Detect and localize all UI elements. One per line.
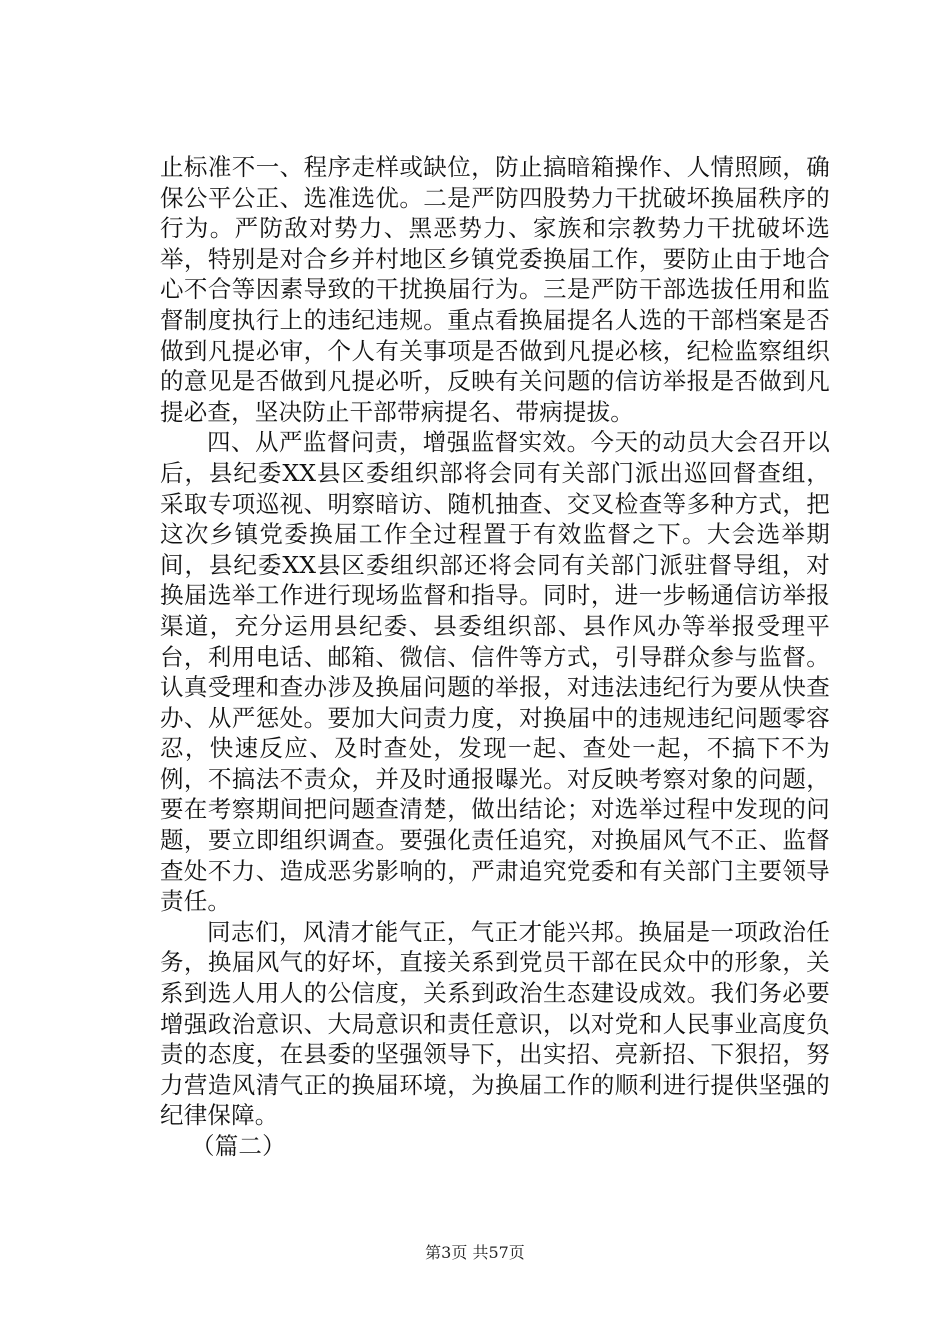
document-body xyxy=(160,152,830,1162)
section-marker: （篇二） xyxy=(191,1132,286,1160)
paragraph-1: 止标准不一、程序走样或缺位，防止搞暗箱操作、人情照顾，确保公平公正、选准选优。二是严防四股势力干扰破坏换届秩序的行为。严防敌对势力、黑恶势力、家族和宗教势力干扰破坏选举，特别是对合乡并村地区乡镇党委换届工作，要防止由于地合心不合等因素导致的干扰换届行为。三是严防干部选拔任用和监督制度执行上的违纪违规。重点看换届提名人选的干部档案是否做到凡提必审，个人有关事项是否做到凡提必核，纪检监察组织的意见是否做到凡提必听，反映有关问题的信访举报是否做到凡提必查，坚决防止干部带病提名、带病提拔。 xyxy=(160,153,830,426)
paragraph-2: 四、从严监督问责，增强监督实效。今天的动员大会召开以后，县纪委XX县区委组织部将会同有关部门派出巡回督查组，采取专项巡视、明察暗访、随机抽查、交叉检查等多种方式，把这次乡镇党委换届工作全过程置于有效监督之下。大会选举期间，县纪委XX县区委组织部还将会同有关部门派驻督导组，对换届选举工作进行现场监督和指导。同时，进一步畅通信访举报渠道，充分运用县纪委、县委组织部、县作风办等举报受理平台，利用电话、邮箱、微信、信件等方式，引导群众参与监督。认真受理和查办涉及换届问题的举报，对违法违纪行为要从快查办、从严惩处。要加大问责力度，对换届中的违规违纪问题零容忍，快速反应、及时查处，发现一起、查处一起，不搞下不为例，不搞法不责众，并及时通报曝光。对反映考察对象的问题，要在考察期间把问题查清楚，做出结论；对选举过程中发现的问题，要立即组织调查。要强化责任追究，对换届风气不正、监督查处不力、造成恶劣影响的，严肃追究党委和有关部门主要领导责任。 xyxy=(160,428,830,916)
paragraph-3: 同志们，风清才能气正，气正才能兴邦。换届是一项政治任务，换届风气的好坏，直接关系到党员干部在民众中的形象，关系到选人用人的公信度，关系到政治生态建设成效。我们务必要增强政治意识、大局意识和责任意识，以对党和人民事业高度负责的态度，在县委的坚强领导下，出实招、亮新招、下狠招，努力营造风清气正的换届环境，为换届工作的顺利进行提供坚强的纪律保障。 xyxy=(160,917,830,1130)
page-footer: 第3页 共57页 xyxy=(425,1243,525,1262)
